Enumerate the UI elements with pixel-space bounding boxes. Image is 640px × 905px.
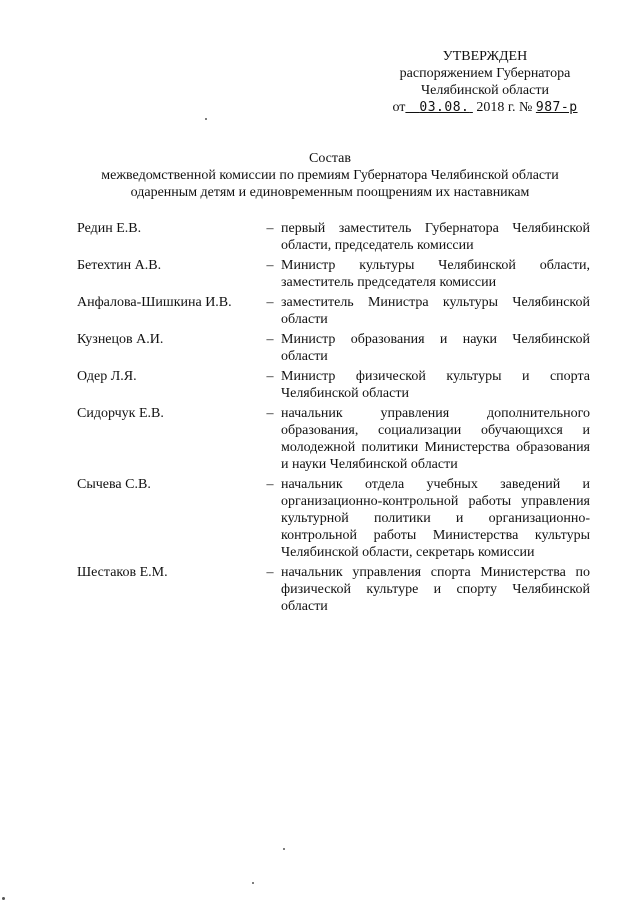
heading-line-2: одаренным детям и единовременным поощрениям их наставникам xyxy=(130,185,530,200)
member-row xyxy=(77,405,590,476)
dash-separator: – xyxy=(266,369,274,384)
member-role: заместитель Министра культуры Челябинской области xyxy=(281,295,590,327)
approval-date-line xyxy=(360,99,610,116)
member-row xyxy=(77,331,590,368)
member-row xyxy=(77,220,590,257)
document-heading xyxy=(70,150,590,201)
scan-speck xyxy=(205,118,207,120)
member-role: начальник отдела учебных заведений и организационно-контрольной работы управления культурной политики и организационно-контрольной работы Министерства культуры Челябинской области, секретарь комиссии xyxy=(281,477,590,560)
dash-separator: – xyxy=(266,258,274,273)
member-role: Министр культуры Челябинской области, заместитель председателя комиссии xyxy=(281,258,590,290)
document-number: 987-р xyxy=(535,100,578,115)
member-role: первый заместитель Губернатора Челябинской области, председатель комиссии xyxy=(281,221,590,253)
date-blank xyxy=(405,100,472,115)
member-row xyxy=(77,476,590,564)
dash-separator: – xyxy=(266,295,274,310)
members-table xyxy=(77,220,590,618)
member-name: Шестаков Е.М. xyxy=(77,565,168,580)
dash-separator: – xyxy=(266,565,274,580)
scan-speck xyxy=(252,882,254,884)
scan-speck xyxy=(283,848,285,850)
member-row xyxy=(77,368,590,405)
heading-line-1: межведомственной комиссии по премиям Губернатора Челябинской области xyxy=(101,168,559,183)
dash-separator: – xyxy=(266,221,274,236)
member-row xyxy=(77,564,590,618)
member-name: Сидорчук Е.В. xyxy=(77,406,164,421)
heading-title: Состав xyxy=(308,151,351,166)
dash-separator: – xyxy=(266,477,274,492)
approval-block xyxy=(360,48,610,116)
member-row xyxy=(77,257,590,294)
dash-separator: – xyxy=(266,332,274,347)
member-role: Министр физической культуры и спорта Челябинской области xyxy=(281,369,590,401)
handwritten-date: 03.08. xyxy=(419,100,470,115)
member-role: начальник управления спорта Министерства по физической культуре и спорту Челябинской области xyxy=(281,565,590,614)
member-row xyxy=(77,294,590,331)
dash-separator: – xyxy=(266,406,274,421)
scan-speck xyxy=(2,897,5,900)
member-name: Бетехтин А.В. xyxy=(77,258,162,273)
member-name: Анфалова-Шишкина И.В. xyxy=(77,295,232,310)
member-name: Одер Л.Я. xyxy=(77,369,137,384)
member-name: Кузнецов А.И. xyxy=(77,332,164,347)
approval-line-1: распоряжением Губернатора xyxy=(399,66,571,81)
date-prefix: от xyxy=(392,100,406,115)
member-role: Министр образования и науки Челябинской области xyxy=(281,332,590,364)
member-name: Сычева С.В. xyxy=(77,477,151,492)
date-suffix: 2018 г. № xyxy=(476,100,533,115)
member-role: начальник управления дополнительного образования, социализации обучающихся и молодежной политики Министерства образования и науки Челябинской области xyxy=(281,406,590,472)
approval-line-2: Челябинской области xyxy=(421,83,549,98)
approval-title: УТВЕРЖДЕН xyxy=(442,49,528,64)
member-name: Редин Е.В. xyxy=(77,221,142,236)
